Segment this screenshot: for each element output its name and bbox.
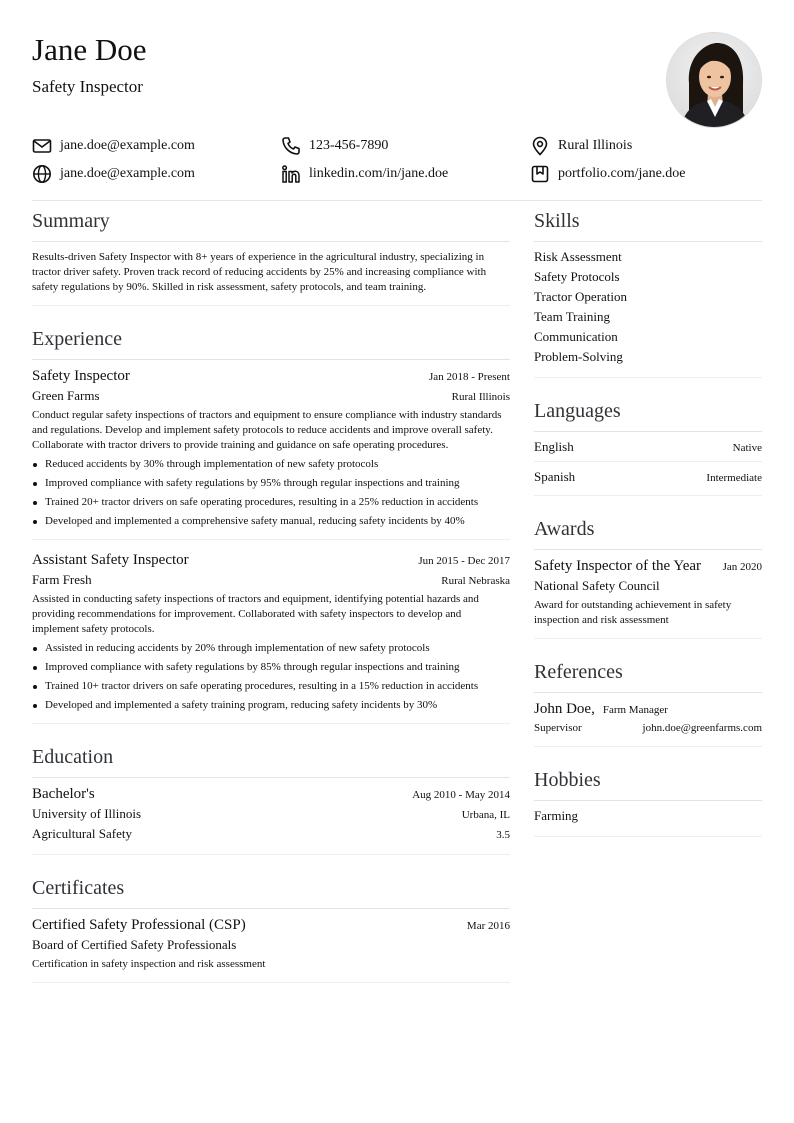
contact-website-text: jane.doe@example.com [60, 166, 195, 181]
section-divider [534, 495, 762, 496]
candidate-headline: Safety Inspector [32, 77, 143, 96]
reference-name: John Doe, [534, 701, 595, 717]
language-level: Intermediate [706, 472, 762, 484]
section-divider [32, 723, 510, 724]
job-location: Rural Nebraska [441, 575, 510, 587]
section-divider [32, 982, 510, 983]
contact-phone[interactable] [281, 135, 388, 157]
reference-email[interactable]: john.doe@greenfarms.com [642, 722, 762, 734]
award-entry [534, 550, 762, 628]
avatar [666, 32, 762, 128]
contact-portfolio-text: portfolio.com/jane.doe [558, 166, 686, 181]
contact-linkedin[interactable] [281, 163, 448, 185]
award-description: Award for outstanding achievement in safety inspection and risk assessment [534, 599, 732, 626]
skill-item: Safety Protocols [534, 269, 620, 284]
experience-entry [32, 539, 510, 713]
skills-title: Skills [534, 206, 762, 242]
degree: Bachelor's [32, 786, 95, 802]
certificate-description: Certification in safety inspection and risk assessment [32, 958, 266, 970]
languages-section [534, 396, 762, 496]
awards-title: Awards [534, 514, 762, 550]
hobby-item: Farming [534, 808, 579, 823]
certificates-title: Certificates [32, 873, 510, 909]
certificate-entry [32, 909, 510, 972]
job-dates: Jan 2018 - Present [429, 371, 510, 383]
awards-section [534, 514, 762, 639]
side-column [534, 206, 762, 855]
hobbies-title: Hobbies [534, 765, 762, 801]
section-divider [534, 836, 762, 837]
certificate-name: Certified Safety Professional (CSP) [32, 917, 246, 933]
reference-relation: Supervisor [534, 722, 582, 734]
achievement-item: Assisted in reducing accidents by 20% through implementation of new safety protocols [32, 641, 510, 656]
skill-item: Tractor Operation [534, 289, 628, 304]
job-dates: Jun 2015 - Dec 2017 [418, 555, 510, 567]
language-row [534, 432, 762, 461]
gpa-score: 3.5 [496, 829, 510, 841]
language-name: Spanish [534, 469, 576, 484]
job-description: Assisted in conducting safety inspections of tractors and equipment, identifying potential hazards and providing recommendations for improvement. Collaborated with safety inspectors to develop and implement safety protocols. [32, 593, 479, 635]
achievement-list [32, 641, 510, 713]
school-location: Urbana, IL [461, 809, 510, 821]
company-name: Green Farms [32, 388, 100, 403]
section-divider [32, 305, 510, 306]
education-title: Education [32, 742, 510, 778]
reference-position: Farm Manager [602, 704, 668, 716]
profile-photo [667, 33, 762, 128]
contact-location [530, 135, 632, 157]
award-date: Jan 2020 [722, 561, 762, 573]
location-pin-icon [530, 136, 550, 156]
achievement-item: Improved compliance with safety regulations by 95% through regular inspections and training [32, 476, 510, 491]
company-name: Farm Fresh [32, 572, 92, 587]
achievement-item: Trained 20+ tractor drivers on safe operating procedures, resulting in a 25% reduction in accidents [32, 495, 510, 510]
section-divider [534, 638, 762, 639]
education-dates: Aug 2010 - May 2014 [412, 789, 510, 801]
summary-text: Results-driven Safety Inspector with 8+ years of experience in the agricultural industry, specializing in tractor driver safety. Proven track record of reducing accidents by 25% and increasing compliance with safety regulations by 90%. Skilled in risk assessment, safety protocols, and team training. [32, 251, 487, 293]
language-row [534, 461, 762, 491]
contact-email[interactable] [32, 135, 195, 157]
experience-section [32, 324, 510, 724]
phone-icon [281, 136, 301, 156]
job-description: Conduct regular safety inspections of tractors and equipment to ensure compliance with industry standards and regulations. Develop and implement safety protocols to reduce accidents and improve overall safety. Collaborate with tractor drivers to provide training and guidance on safe operating procedures. [32, 409, 502, 451]
section-divider [534, 746, 762, 747]
section-divider [32, 854, 510, 855]
globe-icon [32, 164, 52, 184]
education-section [32, 742, 510, 855]
candidate-name: Jane Doe [32, 32, 147, 67]
linkedin-icon [281, 164, 301, 184]
portfolio-icon [530, 164, 550, 184]
achievement-item: Trained 10+ tractor drivers on safe operating procedures, resulting in a 15% reduction in accidents [32, 679, 510, 694]
achievement-item: Reduced accidents by 30% through implementation of new safety protocols [32, 457, 510, 472]
achievement-item: Improved compliance with safety regulations by 85% through regular inspections and training [32, 660, 510, 675]
skills-section [534, 206, 762, 378]
section-divider [534, 377, 762, 378]
field-of-study: Agricultural Safety [32, 826, 132, 841]
job-title: Assistant Safety Inspector [32, 552, 189, 568]
skill-item: Communication [534, 329, 618, 344]
job-location: Rural Illinois [451, 391, 510, 403]
languages-title: Languages [534, 396, 762, 432]
contact-portfolio[interactable] [530, 163, 686, 185]
main-column [32, 206, 510, 1001]
references-section [534, 657, 762, 747]
certificate-issuer: Board of Certified Safety Professionals [32, 937, 237, 952]
reference-entry [534, 693, 762, 736]
experience-title: Experience [32, 324, 510, 360]
award-issuer: National Safety Council [534, 578, 660, 593]
contact-website[interactable] [32, 163, 195, 185]
achievement-item: Developed and implemented a comprehensive safety manual, reducing safety incidents by 40% [32, 514, 510, 529]
summary-section [32, 206, 510, 306]
contact-location-text: Rural Illinois [558, 138, 633, 153]
skill-item: Team Training [534, 309, 611, 324]
certificates-section [32, 873, 510, 983]
contact-phone-text: 123-456-7890 [309, 138, 389, 153]
language-name: English [534, 439, 574, 454]
achievement-item: Developed and implemented a safety training program, reducing safety incidents by 30% [32, 698, 510, 713]
certificate-date: Mar 2016 [466, 920, 510, 932]
contact-linkedin-text: linkedin.com/in/jane.doe [309, 166, 449, 181]
education-entry [32, 778, 510, 844]
mail-icon [32, 136, 52, 156]
header-divider [32, 200, 762, 201]
school-name: University of Illinois [32, 806, 142, 821]
award-name: Safety Inspector of the Year [534, 558, 702, 574]
summary-title: Summary [32, 206, 510, 242]
language-level: Native [732, 442, 762, 454]
skill-item: Risk Assessment [534, 249, 622, 264]
achievement-list [32, 457, 510, 529]
contact-email-text: jane.doe@example.com [60, 138, 195, 153]
hobbies-section [534, 765, 762, 837]
job-title: Safety Inspector [32, 368, 130, 384]
references-title: References [534, 657, 762, 693]
skill-item: Problem-Solving [534, 349, 623, 364]
experience-entry [32, 360, 510, 529]
